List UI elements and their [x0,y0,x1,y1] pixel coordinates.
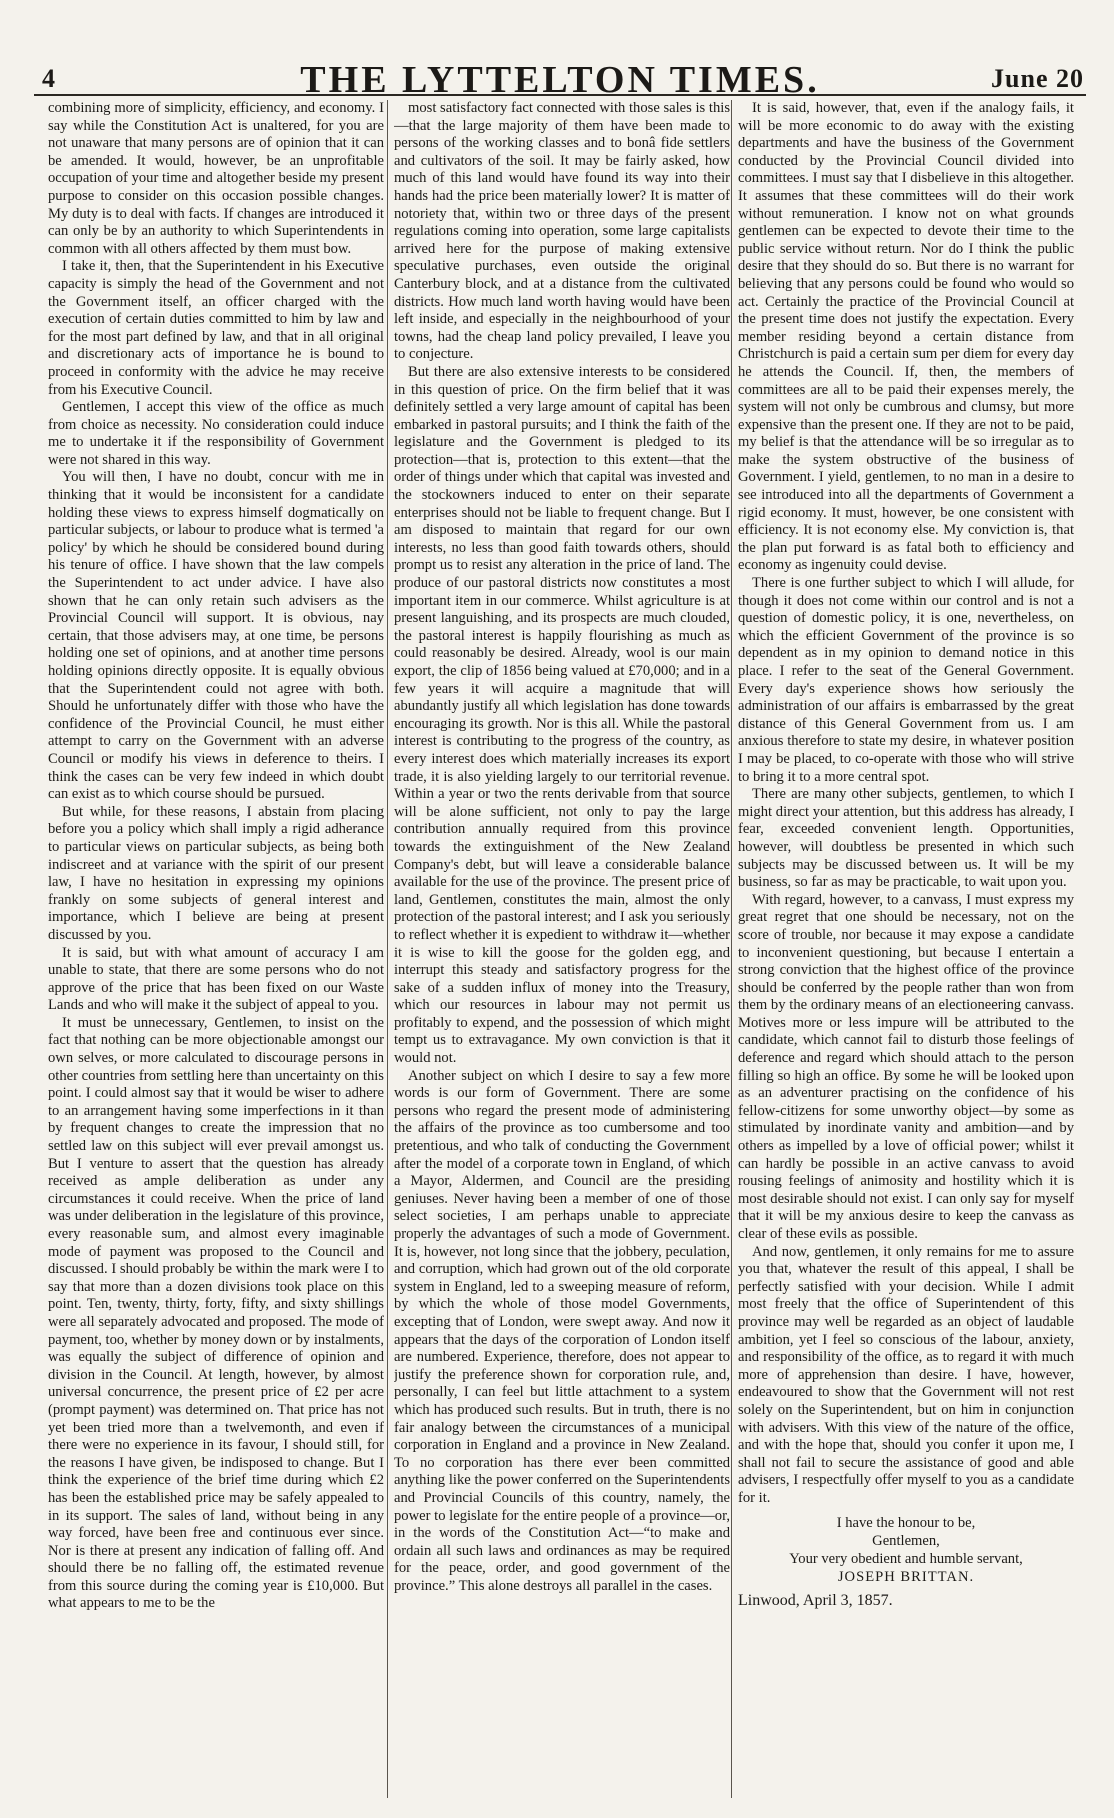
paragraph: I take it, then, that the Superintendent in his Executive capacity is simply the head of the Government and not the Government itself, an officer charged with the execution of certain duties committed to him by law and for the most part defined by law, and that in all original and discretionary acts of importance he is bound to proceed in conformity with the advice he may receive from his Executive Council. [48,258,384,398]
paragraph: But while, for these reasons, I abstain from placing before you a policy which shall imply a rigid adherance to particular views on particular subjects, as being both indiscreet and at variance with the spirit of our present law, I have no hesitation in expressing my opinions frankly on some subjects of general interest and importance, which I believe are being at present discussed by you. [48,803,384,943]
paragraph: Gentlemen, I accept this view of the office as much from choice as necessity. No consideration could induce me to undertake it if the responsibility of Government were not shared in this way. [48,399,384,468]
column-divider [387,100,388,1798]
issue-date: June 20 [991,64,1084,93]
column-3 [738,100,1074,1800]
signature-block [738,1514,1074,1586]
paragraph: You will then, I have no doubt, concur with me in thinking that it would be inconsistent for a candidate holding these views to express himself dogmatically on particular subjects, or labour to produce what is termed 'a policy' by which he should be considered bound during his tenure of office. I have shown that the law compels the Superintendent to act under advice. I have also shown that he can only retain such advisers as the Provincial Council will support. It is obvious, nay certain, that those advisers may, at one time, be persons holding one set of opinions, and at another time persons holding opinions directly opposite. It is equally obvious that the Superintendent could not agree with both. Should he unfortunately differ with those who have the confidence of the Provincial Council, he must either attempt to carry on the Government with an adverse Council or modify his views in deference to theirs. I think the cases can be very few indeed in which doubt can exist as to which course should be pursued. [48,469,384,803]
paragraph: And now, gentlemen, it only remains for me to assure you that, whatever the result of this appeal, I shall be perfectly satisfied with your decision. While I admit most freely that the office of Superintendent of this province may well be regarded as an object of laudable ambition, yet I feel so conscious of the labour, anxiety, and responsibility of the office, as to regard it with much more of apprehension than desire. I have, however, endeavoured to show that the Government will not rest solely on the Superintendent, but on him in conjunction with advisers. With this view of the nature of the office, and with the hope that, should you confer it upon me, I shall not fail to secure the assistance of good and able advisers, I respectfully offer myself to you as a candidate for it. [738,1243,1074,1506]
paragraph: There is one further subject to which I will allude, for though it does not come within our control and is not a question of domestic policy, it is one, nevertheless, on which the efficient Government of the province is so dependent as in my opinion to demand notice in this place. I refer to the seat of the General Government. Every day's experience shows how seriously the administration of our affairs is embarrassed by the great distance of this General Government from us. I am anxious therefore to state my desire, in whatever position I may be placed, to co-operate with those who will strive to bring it to a more central spot. [738,575,1074,785]
closing-servant: Your very obedient and humble servant, [789,1550,1023,1567]
column-2 [394,100,730,1800]
paragraph: But there are also extensive interests to be considered in this question of price. On the firm belief that it was definitely settled a very large amount of capital has been embarked in pastoral pursuits; and I think the faith of the legislature and the Government is pledged to its protection—that is, protection to this extent—that the order of things under which that capital was invested and the stockowners induced to enter on their separate enterprises should not be liable to frequent change. But I am disposed to maintain that regard for our own interests, no less than good faith towards others, should prompt us to resist any alteration in the price of land. The produce of our pastoral districts now constitutes a most important item in our commerce. Whilst agriculture is at present languishing, and its prospects are much clouded, the pastoral interest is happily flourishing as much as could reasonably be desired. Already, wool is our main export, the clip of 1856 being valued at £70,000; and in a few years it will acquire a magnitude that will abundantly justify all which legislation has done towards encouraging its growth. Nor is this all. While the pastoral interest is contributing to the progress of the country, as every interest does which materially increases its export trade, it is also yielding largely to our territorial revenue. Within a year or two the rents derivable from that source will be alone sufficient, not only to pay the large contribution annually required from this province towards the extinguishment of the New Zealand Company's debt, but will leave a considerable balance available for the use of the province. The present price of land, Gentlemen, constitutes the main, almost the only protection of the pastoral interest; and I ask you seriously to reflect whether it is expedient to withdraw it—whether it is wise to kill the goose for the golden egg, and interrupt this steady and satisfactory progress for the sake of a sudden influx of money into the Treasury, which our resources in labour may not permit us profitably to expend, and the possession of which might tempt us to extravagance. My own conviction is that it would not. [394,363,730,1067]
closing-line: I have the honour to be, [836,1514,976,1531]
paragraph: most satisfactory fact connected with those sales is this—that the large majority of them have been made to persons of the working classes and to bonâ fide settlers and cultivators of the soil. It may be fairly asked, how much of this land would have found its way into their hands had the price been materially lower? It is matter of notoriety that, within two or three days of the present regulations coming into operation, some large capitalists arrived here for the purpose of making extensive speculative purchases, even outside the original Canterbury block, and at a distance from the cultivated districts. How much land worth having would have been left inside, and especially in the neighbourhood of your towns, had the cheap land policy prevailed, I leave you to conjecture. [394,100,730,363]
masthead-title: THE LYTTELTON TIMES. [300,59,820,101]
header-rule [34,94,1086,96]
salutation: Gentlemen, [872,1532,940,1549]
page-number: 4 [42,64,55,93]
paragraph: combining more of simplicity, efficiency, and economy. I say while the Constitution Act is unaltered, for you are not unaware that many persons are of opinion that it can be amended. It would, however, be an unprofitable occupation of your time and altogether beside my present purpose to consider on this occasion possible changes. My duty is to deal with facts. If changes are introduced it can only be by an authority to which Superintendents in common with all others affected by them must bow. [48,100,384,257]
paragraph: There are many other subjects, gentlemen, to which I might direct your attention, but this address has already, I fear, exceeded convenient length. Opportunities, however, will doubtless be presented in which such subjects may be discussed between us. It will be my business, so far as may be practicable, to wait upon you. [738,786,1074,891]
paragraph: It is said, but with what amount of accuracy I am unable to state, that there are some persons who do not approve of the price that has been fixed on our Waste Lands and who will make it the subject of appeal to you. [48,944,384,1014]
column-divider [731,100,732,1798]
column-1 [48,100,384,1800]
paragraph: It must be unnecessary, Gentlemen, to insist on the fact that nothing can be more objectionable amongst our own selves, or more calculated to discourage persons in other countries from settling here than uncertainty on this point. I could almost say that it would be wiser to adhere to an arrangement having some imperfections in it than by frequent changes to create the impression that no settled law on this subject will ever prevail amongst us. But I venture to assert that the question has already received as ample deliberation as under any circumstances it could receive. When the price of land was under deliberation in the legislature of this province, every reasonable sum, and almost every imaginable mode of payment was proposed to the Council and discussed. I should probably be within the mark were I to say that more than a dozen divisions took place on this point. Ten, twenty, thirty, forty, fifty, and sixty shillings were all separately advocated and proposed. The mode of payment, too, whether by money down or by instalments, was equally the subject of difference of opinion and division in the Council. At length, however, by almost universal concurrence, the present price of £2 per acre (prompt payment) was determined on. That price has not yet been tried more than a twelvemonth, and even if there were no experience in its favour, I should still, for the reasons I have given, be indisposed to change. But I think the experience of the brief time during which £2 has been the established price may be safely appealed to in its support. The sales of land, without being in any way forced, have been free and continuous ever since. Nor is there at present any indication of falling off. And should there be no falling off, the estimated revenue from this source during the coming year is £10,000. But what appears to me to be the [48,1014,384,1612]
paragraph: It is said, however, that, even if the analogy fails, it will be more economic to do away with the existing departments and have the business of the Government conducted by the Provincial Council divided into committees. I must say that I disbelieve in this altogether. It assumes that these committees will do their work without remuneration. I know not on what grounds gentlemen can be expected to devote their time to the public service without return. Nor do I think the public desire that they should do so. But there is no warrant for believing that any persons could be found who would so act. Certainly the practice of the Provincial Council at the present time does not justify the expectation. Every member residing beyond a certain distance from Christchurch is paid a certain sum per diem for every day he attends the Council. If, then, the members of committees are all to be paid their expenses merely, the system will not only be cumbrous and clumsy, but more expensive than the present one. If they are not to be paid, my belief is that the attendance will be so irregular as to make the system obstructive of the business of Government. I yield, gentlemen, to no man in a desire to see introduced into all the departments of Government a rigid economy. It must, however, be one consistent with efficiency. It is not economy else. My conviction is, that the plan put forward is as fatal both to efficiency and economy as ingenuity could devise. [738,100,1074,574]
paragraph: Another subject on which I desire to say a few more words is our form of Government. There are some persons who regard the present mode of administering the affairs of the province as too cumbersome and too pretentious, and who talk of conducting the Government after the model of a corporate town in England, of which a Mayor, Aldermen, and Council are the presiding geniuses. Never having been a member of one of those select societies, I am perhaps unable to appreciate properly the advantages of such a mode of Government. It is, however, not long since that the jobbery, peculation, and corruption, which had grown out of the old corporate system in England, led to a sweeping measure of reform, by which the whole of those model Governments, excepting that of London, were swept away. And now it appears that the days of the corporation of London itself are numbered. Experience, therefore, does not appear to justify the preference shown for corporation rule, and, personally, I can feel but little attachment to a system which has produced such results. But in truth, there is no fair analogy between the circumstances of a municipal corporation in England and a province in New Zealand. To no corporation has there ever been committed anything like the power conferred on the Superintendents and Provincial Councils of this country, namely, the power to legislate for the entire people of a province—or, in the words of the Constitution Act—“to make and ordain all such laws and ordinances as may be required for the peace, order, and good government of the province.” This alone destroys all parallel in the cases. [394,1067,730,1594]
paragraph: With regard, however, to a canvass, I must express my great regret that one should be necessary, not on the score of trouble, nor because it may expose a candidate to inconvenient questioning, but because I entertain a strong conviction that the highest office of the province should be conferred by the people rather than won from them by the ordinary means of an electioneering canvass. Motives more or less impure will be attributed to the candidate, which cannot fail to disturb those feelings of deference and regard which should attach to the person filling so high an office. By some he will be looked upon as an adventurer practising on the confidence of his fellow-citizens for some unworthy object—by some as stimulated by inordinate vanity and ambition—and by others as impelled by a love of official power; whilst it can hardly be possible in an active canvass to avoid rousing feelings of animosity and hostility which it is most desirable should not exist. I can only say for myself that it will be my anxious desire to keep the canvass as clear of these evils as possible. [738,891,1074,1242]
page-header [30,36,1090,101]
author-name: JOSEPH BRITTAN. [837,1568,975,1585]
place-date: Linwood, April 3, 1857. [738,1591,893,1609]
